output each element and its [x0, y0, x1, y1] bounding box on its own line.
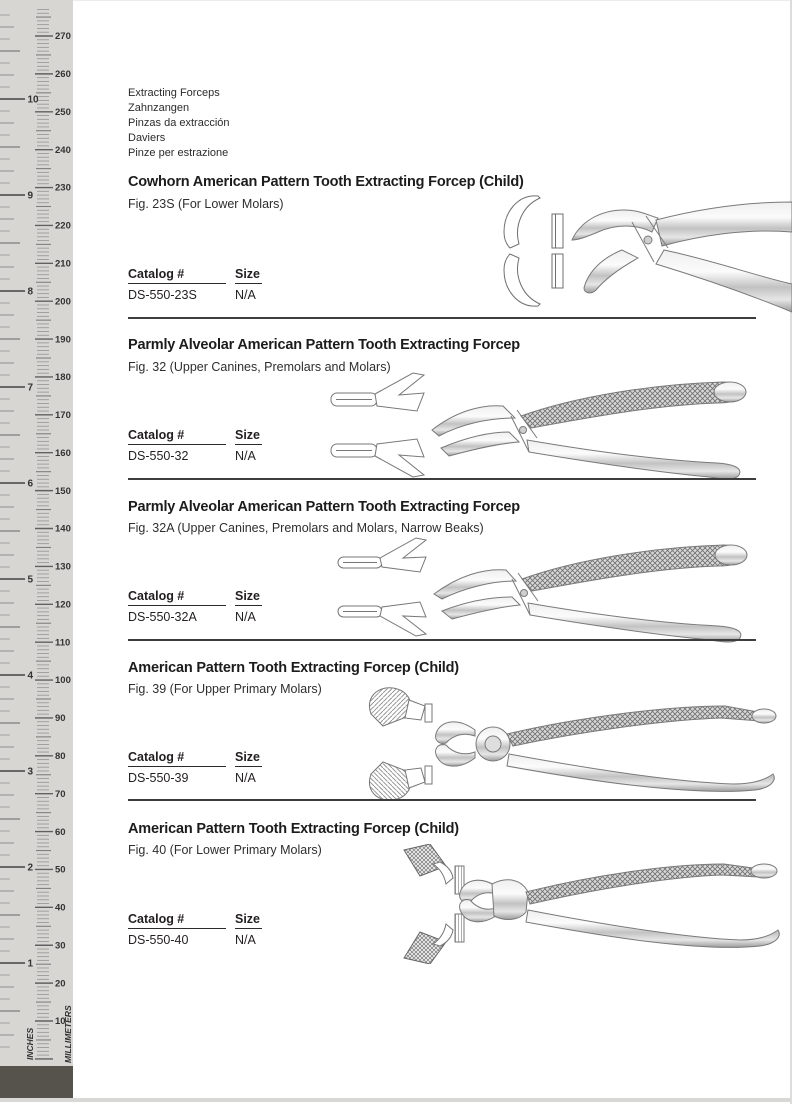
svg-text:260: 260 — [55, 69, 71, 81]
product-figure: Fig. 23S (For Lower Molars) — [128, 197, 284, 211]
product-title: Cowhorn American Pattern Tooth Extracting Forcep (Child) — [128, 174, 524, 190]
svg-text:80: 80 — [55, 751, 66, 763]
svg-text:9: 9 — [27, 190, 34, 202]
svg-text:130: 130 — [55, 561, 71, 573]
ruler-scale — [0, 0, 73, 1067]
category-name-es: Pinzas da extracción — [128, 117, 230, 129]
svg-text:230: 230 — [55, 182, 71, 194]
svg-text:70: 70 — [55, 788, 66, 800]
catalog-number-value: DS-550-32 — [128, 449, 189, 463]
svg-text:INCHES: INCHES — [25, 1027, 35, 1060]
svg-text:3: 3 — [27, 766, 34, 778]
catalog-number-header: Catalog # — [128, 428, 226, 445]
section-divider — [128, 799, 756, 801]
product-image-fig-39 — [365, 684, 785, 804]
category-name-en: Extracting Forceps — [128, 87, 220, 99]
svg-text:10: 10 — [55, 1016, 66, 1028]
svg-text:250: 250 — [55, 106, 71, 118]
svg-text:100: 100 — [55, 675, 71, 687]
svg-text:30: 30 — [55, 940, 66, 952]
size-header: Size — [235, 267, 262, 284]
catalog-table — [128, 589, 262, 624]
catalog-table-header — [128, 428, 262, 445]
catalog-number-header: Catalog # — [128, 267, 226, 284]
svg-text:8: 8 — [27, 286, 34, 298]
catalog-table-header — [128, 912, 262, 929]
svg-text:110: 110 — [55, 637, 71, 649]
catalog-table — [128, 428, 262, 463]
svg-text:170: 170 — [55, 410, 71, 422]
catalog-table — [128, 267, 262, 302]
svg-text:5: 5 — [27, 574, 34, 586]
size-value: N/A — [235, 449, 256, 463]
size-header: Size — [235, 589, 262, 606]
product-figure: Fig. 32A (Upper Canines, Premolars and Molars, Narrow Beaks) — [128, 521, 484, 535]
svg-text:150: 150 — [55, 485, 71, 497]
product-figure: Fig. 32 (Upper Canines, Premolars and Molars) — [128, 360, 391, 374]
svg-text:40: 40 — [55, 902, 66, 914]
catalog-number-header: Catalog # — [128, 750, 226, 767]
section-divider — [128, 639, 756, 641]
category-name-it: Pinze per estrazione — [128, 147, 229, 159]
product-title: American Pattern Tooth Extracting Forcep (Child) — [128, 660, 459, 676]
svg-text:200: 200 — [55, 296, 71, 308]
svg-text:50: 50 — [55, 864, 66, 876]
catalog-number-value: DS-550-39 — [128, 771, 189, 785]
product-image-fig-32a — [330, 528, 760, 646]
svg-text:20: 20 — [55, 978, 66, 990]
catalog-number-value: DS-550-32A — [128, 610, 197, 624]
page-bottom-edge — [0, 1098, 792, 1102]
size-header: Size — [235, 912, 262, 929]
ruler-strip — [0, 0, 73, 1067]
svg-text:240: 240 — [55, 144, 71, 156]
svg-text:210: 210 — [55, 258, 71, 270]
product-image-fig-23s — [480, 188, 792, 314]
svg-text:120: 120 — [55, 599, 71, 611]
size-value: N/A — [235, 610, 256, 624]
size-header: Size — [235, 750, 262, 767]
product-figure: Fig. 40 (For Lower Primary Molars) — [128, 843, 322, 857]
svg-text:1: 1 — [27, 958, 34, 970]
svg-text:270: 270 — [55, 31, 71, 43]
catalog-table-row — [128, 933, 262, 947]
product-image-fig-32 — [325, 366, 760, 484]
svg-text:180: 180 — [55, 372, 71, 384]
category-name-fr: Daviers — [128, 132, 166, 144]
svg-text:190: 190 — [55, 334, 71, 346]
catalog-table — [128, 912, 262, 947]
svg-text:6: 6 — [27, 478, 34, 490]
svg-text:4: 4 — [27, 670, 34, 682]
category-language-list — [128, 86, 230, 161]
svg-text:MILLIMETERS: MILLIMETERS — [63, 1005, 73, 1063]
catalog-table-row — [128, 449, 262, 463]
product-title: Parmly Alveolar American Pattern Tooth Extracting Forcep — [128, 499, 520, 515]
product-title: American Pattern Tooth Extracting Forcep (Child) — [128, 821, 459, 837]
catalog-table-header — [128, 267, 262, 284]
size-value: N/A — [235, 288, 256, 302]
catalog-table-row — [128, 771, 262, 785]
ruler-footer-block — [0, 1066, 73, 1098]
svg-text:10: 10 — [27, 94, 39, 106]
product-figure: Fig. 39 (For Upper Primary Molars) — [128, 682, 322, 696]
catalog-number-value: DS-550-40 — [128, 933, 189, 947]
svg-text:160: 160 — [55, 447, 71, 459]
page-top-edge — [0, 0, 792, 1]
catalog-table — [128, 750, 262, 785]
svg-text:60: 60 — [55, 826, 66, 838]
category-name-de: Zahnzangen — [128, 102, 190, 114]
size-value: N/A — [235, 933, 256, 947]
size-value: N/A — [235, 771, 256, 785]
svg-text:7: 7 — [27, 382, 34, 394]
catalog-table-header — [128, 750, 262, 767]
svg-text:140: 140 — [55, 523, 71, 535]
catalog-number-header: Catalog # — [128, 589, 226, 606]
catalog-table-header — [128, 589, 262, 606]
catalog-number-value: DS-550-23S — [128, 288, 197, 302]
catalog-table-row — [128, 610, 262, 624]
size-header: Size — [235, 428, 262, 445]
section-divider — [128, 478, 756, 480]
catalog-table-row — [128, 288, 262, 302]
section-divider — [128, 317, 756, 319]
catalog-number-header: Catalog # — [128, 912, 226, 929]
product-title: Parmly Alveolar American Pattern Tooth Extracting Forcep — [128, 337, 520, 353]
svg-text:90: 90 — [55, 713, 66, 725]
svg-text:2: 2 — [27, 862, 34, 874]
product-image-fig-40 — [400, 844, 792, 964]
svg-text:220: 220 — [55, 220, 71, 232]
